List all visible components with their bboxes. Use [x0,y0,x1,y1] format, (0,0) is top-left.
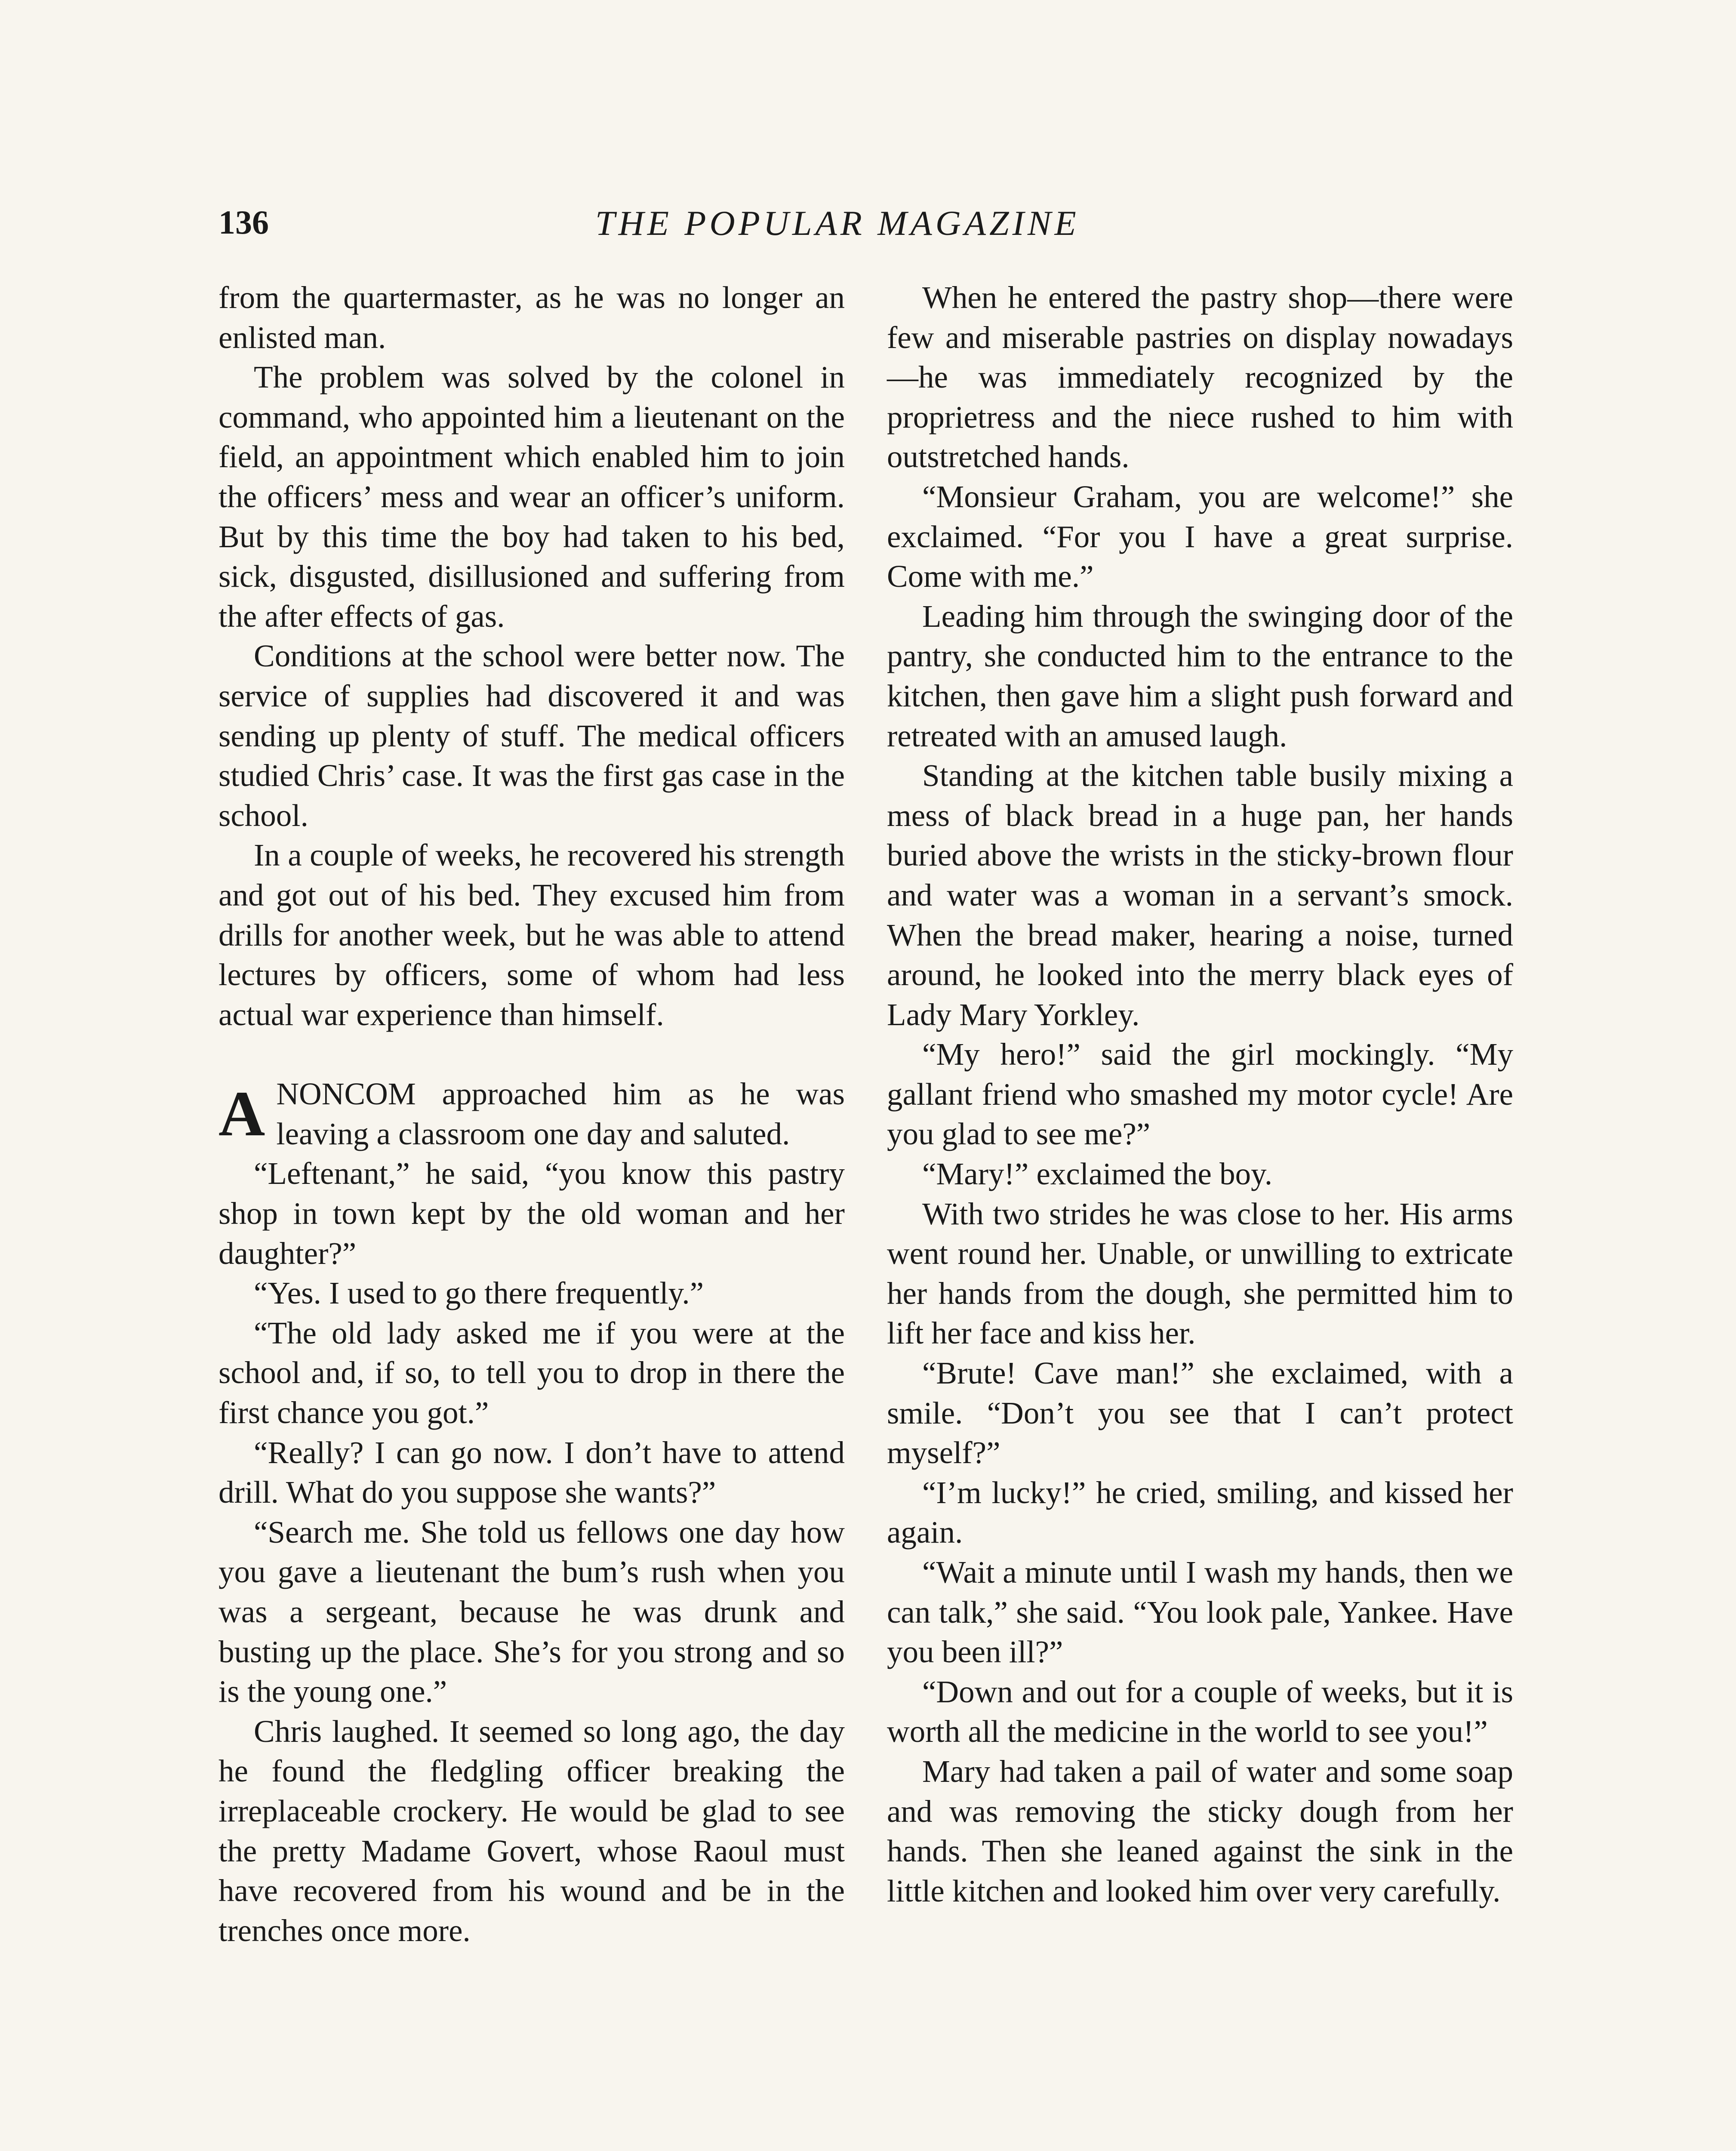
paragraph: “Brute! Cave man!” she exclaimed, with a smile. “Don’t you see that I can’t protect myself?” [887,1356,1513,1470]
drop-cap-text: NONCOM approached him as he was leaving a classroom one day and saluted. [276,1076,845,1151]
paragraph: “Leftenant,” he said, “you know this pastry shop in town kept by the old woman and her daughter?” [219,1156,845,1271]
paragraph: “Search me. She told us fellows one day how you gave a lieutenant the bum’s rush when you was a sergeant, because he was drunk and busting up the place. She’s for you strong and so is the young one.” [219,1514,845,1709]
page-number: 136 [219,203,269,241]
section-break [219,1035,845,1074]
paragraph: With two strides he was close to her. His arms went round her. Unable, or unwilling to extricate her hands from the dough, she permitted him to lift her face and kiss her. [887,1196,1513,1351]
paragraph: “Mary!” exclaimed the boy. [922,1156,1273,1192]
paragraph: Standing at the kitchen table busily mixing a mess of black bread in a huge pan, her hands buried above the wrists in the sticky-brown flour and water was a woman in a servant’s smock. When the bread maker, hearing a noise, turned around, he looked into the merry black eyes of Lady Mary Yorkley. [887,758,1513,1032]
paragraph: “My hero!” said the girl mockingly. “My gallant friend who smashed my motor cycle! Are you glad to see me?” [887,1037,1513,1152]
paragraph: “Really? I can go now. I don’t have to attend drill. What do you suppose she wants?” [219,1435,845,1510]
left-column [219,278,845,1951]
paragraph: Mary had taken a pail of water and some soap and was removing the sticky dough from her hands. Then she leaned against the sink in the little kitchen and looked him over very carefully. [887,1753,1513,1908]
paragraph: When he entered the pastry shop—there were few and miserable pastries on display nowadays—he was immediately recognized by the proprietress and the niece rushed to him with outstretched hands. [887,280,1513,475]
section-opening-paragraph [219,1074,845,1154]
paragraph: “I’m lucky!” he cried, smiling, and kissed her again. [887,1475,1513,1550]
paragraph: “Down and out for a couple of weeks, but it is worth all the medicine in the world to see you!” [887,1674,1513,1749]
paragraph: The problem was solved by the colonel in command, who appointed him a lieutenant on the field, an appointment which enabled him to join the officers’ mess and wear an officer’s uniform. But by this time the boy had taken to his bed, sick, disgusted, disillusioned and suffering from the after effects of gas. [219,360,845,634]
drop-cap: A [219,1078,265,1150]
paragraph: Leading him through the swinging door of the pantry, she conducted him to the entrance to the kitchen, then gave him a slight push forward and retreated with an amused laugh. [887,598,1513,753]
paragraph: Conditions at the school were better now. The service of supplies had discovered it and was sending up plenty of stuff. The medical officers studied Chris’ case. It was the first gas case in the school. [219,638,845,833]
running-head: THE POPULAR MAGAZINE [595,203,1080,243]
paragraph: “Monsieur Graham, you are welcome!” she exclaimed. “For you I have a great surprise. Come with me.” [887,479,1513,594]
paragraph: “Wait a minute until I wash my hands, then we can talk,” she said. “You look pale, Yankee. Have you been ill?” [887,1555,1513,1670]
paragraph: “Yes. I used to go there frequently.” [254,1276,704,1311]
paragraph: “The old lady asked me if you were at the school and, if so, to tell you to drop in there the first chance you got.” [219,1315,845,1430]
right-column [887,278,1513,1911]
paragraph: Chris laughed. It seemed so long ago, the day he found the fledgling officer breaking the irreplaceable crockery. He would be glad to see the pretty Madame Govert, whose Raoul must have recovered from his wound and be in the trenches once more. [219,1713,845,1948]
paragraph: In a couple of weeks, he recovered his strength and got out of his bed. They excused him from drills for another week, but he was able to attend lectures by officers, some of whom had less actual war experience than himself. [219,838,845,1032]
paragraph: from the quartermaster, as he was no longer an enlisted man. [219,280,845,355]
